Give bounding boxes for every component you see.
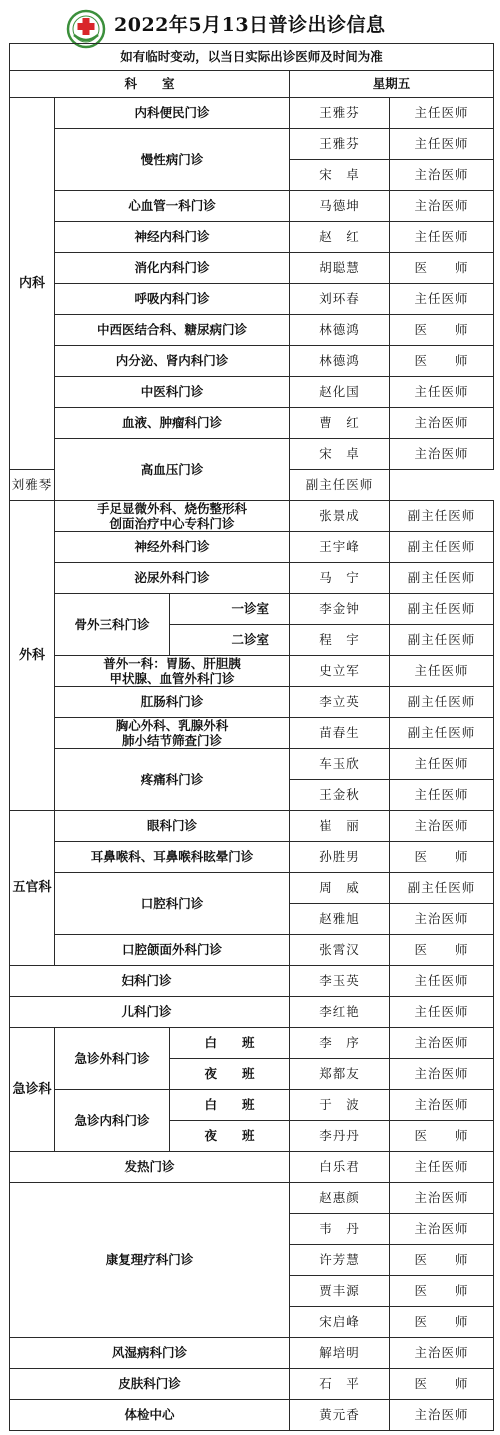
clinic-name: 儿科门诊 [10, 997, 290, 1028]
doctor-name: 石 平 [290, 1369, 390, 1400]
table-row [10, 656, 494, 687]
doctor-name: 李丹丹 [290, 1121, 390, 1152]
doctor-title: 主任医师 [390, 98, 494, 129]
group-label: 外科 [10, 501, 55, 811]
room-label: 一诊室 [170, 594, 290, 625]
table-row [10, 811, 494, 842]
doctor-title: 主治医师 [390, 811, 494, 842]
clinic-name: 耳鼻喉科、耳鼻喉科眩晕门诊 [55, 842, 290, 873]
doctor-name: 程 宇 [290, 625, 390, 656]
clinic-name: 急诊外科门诊 [55, 1028, 170, 1090]
clinic-name: 康复理疗科门诊 [10, 1183, 290, 1338]
table-row [10, 749, 494, 780]
clinic-name: 急诊内科门诊 [55, 1090, 170, 1152]
table-row [10, 98, 494, 129]
shift-label: 夜 班 [170, 1059, 290, 1090]
doctor-name: 曹 红 [290, 408, 390, 439]
doctor-title: 主治医师 [390, 1214, 494, 1245]
clinic-name: 高血压门诊 [55, 439, 290, 501]
doctor-title: 主任医师 [390, 222, 494, 253]
doctor-title: 主治医师 [390, 160, 494, 191]
doctor-name: 赵 红 [290, 222, 390, 253]
department-column-header: 科 室 [10, 71, 290, 98]
table-row [10, 315, 494, 346]
doctor-name: 许芳慧 [290, 1245, 390, 1276]
shift-label: 白 班 [170, 1090, 290, 1121]
doctor-name: 黄元香 [290, 1400, 390, 1431]
table-row [10, 501, 494, 532]
doctor-title: 主治医师 [390, 1090, 494, 1121]
clinic-name: 发热门诊 [10, 1152, 290, 1183]
doctor-name: 林德鸿 [290, 346, 390, 377]
doctor-name: 张霄汉 [290, 935, 390, 966]
doctor-name: 崔 丽 [290, 811, 390, 842]
doctor-title: 副主任医师 [390, 687, 494, 718]
shift-label: 夜 班 [170, 1121, 290, 1152]
clinic-name: 慢性病门诊 [55, 129, 290, 191]
clinic-name: 体检中心 [10, 1400, 290, 1431]
doctor-name: 孙胜男 [290, 842, 390, 873]
doctor-name: 王雅芬 [290, 129, 390, 160]
doctor-title: 医 师 [390, 346, 494, 377]
doctor-name: 宋启峰 [290, 1307, 390, 1338]
clinic-name-line: 肺小结节筛查门诊 [121, 733, 222, 748]
table-row [10, 532, 494, 563]
doctor-title: 副主任医师 [390, 873, 494, 904]
doctor-name: 赵雅旭 [290, 904, 390, 935]
doctor-title: 医 师 [390, 935, 494, 966]
table-row [10, 129, 494, 160]
table-row [10, 408, 494, 439]
doctor-name: 苗春生 [290, 718, 390, 749]
clinic-name: 内科便民门诊 [55, 98, 290, 129]
doctor-name: 周 威 [290, 873, 390, 904]
doctor-name: 刘雅琴 [10, 470, 55, 501]
doctor-title: 主治医师 [390, 439, 494, 470]
doctor-title: 副主任医师 [390, 532, 494, 563]
clinic-name-line: 甲状腺、血管外科门诊 [109, 671, 235, 686]
doctor-name: 李金钟 [290, 594, 390, 625]
clinic-name [55, 501, 290, 532]
group-label: 五官科 [10, 811, 55, 966]
notice-text: 如有临时变动，以当日实际出诊医师及时间为准 [10, 44, 494, 71]
doctor-name: 白乐君 [290, 1152, 390, 1183]
doctor-title: 医 师 [390, 1307, 494, 1338]
doctor-title: 主任医师 [390, 129, 494, 160]
clinic-name: 风湿病科门诊 [10, 1338, 290, 1369]
doctor-title: 副主任医师 [390, 563, 494, 594]
clinic-name: 口腔科门诊 [55, 873, 290, 935]
doctor-title: 副主任医师 [390, 594, 494, 625]
doctor-name: 韦 丹 [290, 1214, 390, 1245]
table-row [10, 191, 494, 222]
doctor-title: 主治医师 [390, 1338, 494, 1369]
doctor-name: 李玉英 [290, 966, 390, 997]
clinic-name: 肛肠科门诊 [55, 687, 290, 718]
table-row [10, 718, 494, 749]
doctor-title: 副主任医师 [290, 470, 390, 501]
doctor-title: 主任医师 [390, 997, 494, 1028]
doctor-name: 李红艳 [290, 997, 390, 1028]
clinic-name: 眼科门诊 [55, 811, 290, 842]
doctor-title: 主治医师 [390, 1183, 494, 1214]
table-row [10, 1152, 494, 1183]
doctor-title: 主任医师 [390, 284, 494, 315]
doctor-name: 赵化国 [290, 377, 390, 408]
clinic-name: 内分泌、肾内科门诊 [55, 346, 290, 377]
table-row [10, 377, 494, 408]
clinic-name: 皮肤科门诊 [10, 1369, 290, 1400]
doctor-name: 于 波 [290, 1090, 390, 1121]
doctor-title: 主治医师 [390, 904, 494, 935]
doctor-name: 贾丰源 [290, 1276, 390, 1307]
table-row [10, 687, 494, 718]
clinic-name: 呼吸内科门诊 [55, 284, 290, 315]
table-row [10, 594, 494, 625]
doctor-name: 车玉欣 [290, 749, 390, 780]
notice-row [10, 44, 494, 71]
group-label: 内科 [10, 98, 55, 470]
doctor-title: 医 师 [390, 315, 494, 346]
table-row [10, 1369, 494, 1400]
doctor-title: 主任医师 [390, 749, 494, 780]
doctor-title: 主治医师 [390, 191, 494, 222]
doctor-name: 史立军 [290, 656, 390, 687]
clinic-name: 心血管一科门诊 [55, 191, 290, 222]
clinic-name-line: 普外一科：胃肠、肝胆胰 [103, 656, 241, 671]
table-row [10, 563, 494, 594]
doctor-name: 李立英 [290, 687, 390, 718]
doctor-name: 宋 卓 [290, 160, 390, 191]
doctor-name: 马德坤 [290, 191, 390, 222]
doctor-title: 主任医师 [390, 1152, 494, 1183]
header-row [10, 71, 494, 98]
doctor-name: 胡聪慧 [290, 253, 390, 284]
doctor-name: 张景成 [290, 501, 390, 532]
doctor-title: 主任医师 [390, 780, 494, 811]
table-row [10, 997, 494, 1028]
doctor-name: 王雅芬 [290, 98, 390, 129]
room-label: 二诊室 [170, 625, 290, 656]
clinic-name [55, 656, 290, 687]
table-row [10, 842, 494, 873]
page-title: 2022年5月13日普诊出诊信息 [114, 14, 386, 36]
doctor-name: 李 序 [290, 1028, 390, 1059]
page-header [0, 0, 500, 44]
schedule-table [9, 43, 494, 1431]
table-row [10, 966, 494, 997]
doctor-title: 主治医师 [390, 1059, 494, 1090]
doctor-title: 医 师 [390, 1369, 494, 1400]
doctor-name: 郑都友 [290, 1059, 390, 1090]
table-row [10, 1090, 494, 1121]
shift-label: 白 班 [170, 1028, 290, 1059]
doctor-name: 马 宁 [290, 563, 390, 594]
doctor-title: 医 师 [390, 1121, 494, 1152]
clinic-name-line: 手足显微外科、烧伤整形科 [96, 501, 247, 516]
doctor-title: 副主任医师 [390, 501, 494, 532]
doctor-name: 赵惠颜 [290, 1183, 390, 1214]
doctor-title: 主治医师 [390, 1400, 494, 1431]
table-row [10, 222, 494, 253]
clinic-name-line: 创面治疗中心专科门诊 [109, 516, 235, 531]
table-row [10, 873, 494, 904]
doctor-title: 主治医师 [390, 408, 494, 439]
table-row [10, 1028, 494, 1059]
clinic-name: 妇科门诊 [10, 966, 290, 997]
doctor-title: 主任医师 [390, 656, 494, 687]
clinic-name: 神经外科门诊 [55, 532, 290, 563]
clinic-name: 中西医结合科、糖尿病门诊 [55, 315, 290, 346]
clinic-name [55, 718, 290, 749]
doctor-title: 主任医师 [390, 966, 494, 997]
table-row [10, 1338, 494, 1369]
doctor-title: 医 师 [390, 842, 494, 873]
doctor-title: 医 师 [390, 253, 494, 284]
day-column-header: 星期五 [290, 71, 494, 98]
doctor-name: 解培明 [290, 1338, 390, 1369]
clinic-name: 消化内科门诊 [55, 253, 290, 284]
table-row [10, 1400, 494, 1431]
clinic-name: 疼痛科门诊 [55, 749, 290, 811]
doctor-title: 医 师 [390, 1276, 494, 1307]
doctor-title: 主任医师 [390, 377, 494, 408]
clinic-name: 泌尿外科门诊 [55, 563, 290, 594]
clinic-name: 口腔颌面外科门诊 [55, 935, 290, 966]
doctor-title: 主治医师 [390, 1028, 494, 1059]
doctor-name: 林德鸿 [290, 315, 390, 346]
clinic-name: 血液、肿瘤科门诊 [55, 408, 290, 439]
table-row [10, 935, 494, 966]
group-label: 急诊科 [10, 1028, 55, 1152]
doctor-name: 王宇峰 [290, 532, 390, 563]
clinic-name-line: 胸心外科、乳腺外科 [115, 718, 229, 733]
clinic-name: 中医科门诊 [55, 377, 290, 408]
doctor-name: 王金秋 [290, 780, 390, 811]
doctor-title: 副主任医师 [390, 718, 494, 749]
doctor-title: 医 师 [390, 1245, 494, 1276]
table-row [10, 439, 494, 470]
table-row [10, 1183, 494, 1214]
clinic-name: 骨外三科门诊 [55, 594, 170, 656]
doctor-name: 宋 卓 [290, 439, 390, 470]
table-row [10, 284, 494, 315]
doctor-name: 刘环春 [290, 284, 390, 315]
table-row [10, 253, 494, 284]
clinic-name: 神经内科门诊 [55, 222, 290, 253]
doctor-title: 副主任医师 [390, 625, 494, 656]
table-row [10, 346, 494, 377]
